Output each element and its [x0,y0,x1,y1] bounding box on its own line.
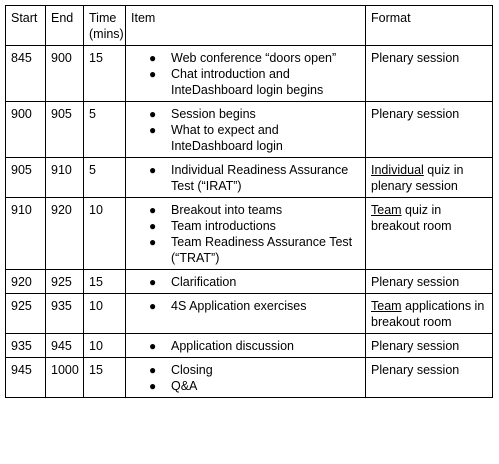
format-text: Plenary session [371,363,460,377]
item-text: Chat introduction and InteDashboard login begins [171,67,324,97]
item-cell [126,158,366,198]
start-cell: 935 [6,334,46,358]
format-cell [366,198,493,270]
end-cell: 900 [46,46,84,102]
time-cell: 15 [84,358,126,398]
end-cell: 905 [46,102,84,158]
bullet-icon: ● [149,275,157,289]
bullet-icon: ● [149,107,157,121]
item-cell [126,102,366,158]
item-list [131,274,360,290]
start-cell: 925 [6,294,46,334]
time-cell: 5 [84,102,126,158]
header-format: Format [366,6,493,46]
header-item: Item [126,6,366,46]
format-cell [366,294,493,334]
schedule-body [6,46,493,398]
bullet-icon: ● [149,203,157,217]
bullet-icon: ● [149,363,157,377]
item-text: Breakout into teams [171,203,283,217]
item-cell [126,198,366,270]
time-cell: 10 [84,198,126,270]
header-end: End [46,6,84,46]
format-cell [366,46,493,102]
list-item [131,66,360,98]
item-list [131,298,360,314]
bullet-icon: ● [149,163,157,177]
table-row [6,294,493,334]
bullet-icon: ● [149,123,157,137]
time-cell: 15 [84,270,126,294]
list-item [131,218,360,234]
list-item [131,234,360,266]
item-cell [126,46,366,102]
list-item [131,378,360,394]
item-text: Team introductions [171,219,276,233]
start-cell: 945 [6,358,46,398]
start-cell: 910 [6,198,46,270]
item-list [131,202,360,266]
item-list [131,50,360,98]
table-row [6,270,493,294]
list-item [131,338,360,354]
format-cell [366,270,493,294]
start-cell: 905 [6,158,46,198]
format-cell [366,334,493,358]
format-emphasis: Team [371,203,402,217]
bullet-icon: ● [149,339,157,353]
format-text: Plenary session [371,51,460,65]
table-row [6,334,493,358]
item-list [131,338,360,354]
bullet-icon: ● [149,67,157,81]
bullet-icon: ● [149,235,157,249]
format-text: Plenary session [371,339,460,353]
bullet-icon: ● [149,219,157,233]
list-item [131,298,360,314]
item-cell [126,270,366,294]
item-cell [126,334,366,358]
item-text: Q&A [171,379,198,393]
item-list [131,162,360,194]
list-item [131,202,360,218]
item-text: Closing [171,363,213,377]
item-cell [126,294,366,334]
item-list [131,362,360,394]
table-row [6,158,493,198]
table-row [6,102,493,158]
end-cell: 925 [46,270,84,294]
bullet-icon: ● [149,51,157,65]
item-text: Clarification [171,275,237,289]
end-cell: 920 [46,198,84,270]
item-text: Individual Readiness Assurance Test (“IRAT”) [171,163,349,193]
time-cell: 10 [84,294,126,334]
format-text: Plenary session [371,275,460,289]
item-text: Session begins [171,107,256,121]
item-text: Team Readiness Assurance Test (“TRAT”) [171,235,353,265]
time-cell: 10 [84,334,126,358]
list-item [131,274,360,290]
schedule-wrapper [5,5,493,398]
list-item [131,50,360,66]
item-text: 4S Application exercises [171,299,307,313]
header-time: Time (mins) [84,6,126,46]
list-item [131,122,360,154]
end-cell: 935 [46,294,84,334]
list-item [131,162,360,194]
format-cell [366,158,493,198]
item-cell [126,358,366,398]
time-cell: 15 [84,46,126,102]
item-list [131,106,360,154]
end-cell: 945 [46,334,84,358]
time-cell: 5 [84,158,126,198]
bullet-icon: ● [149,379,157,393]
table-row [6,358,493,398]
format-emphasis: Team [371,299,402,313]
schedule-table [5,5,493,398]
header-row [6,6,493,46]
bullet-icon: ● [149,299,157,313]
list-item [131,362,360,378]
start-cell: 920 [6,270,46,294]
list-item [131,106,360,122]
header-start: Start [6,6,46,46]
table-row [6,198,493,270]
format-text: quiz in breakout room [371,203,452,233]
format-text: quiz in plenary session [371,163,464,193]
end-cell: 1000 [46,358,84,398]
item-text: Application discussion [171,339,294,353]
format-cell [366,102,493,158]
item-text: Web conference “doors open” [171,51,337,65]
format-text: applications in breakout room [371,299,485,329]
start-cell: 900 [6,102,46,158]
table-row [6,46,493,102]
format-text: Plenary session [371,107,460,121]
end-cell: 910 [46,158,84,198]
format-cell [366,358,493,398]
format-emphasis: Individual [371,163,424,177]
start-cell: 845 [6,46,46,102]
item-text: What to expect and InteDashboard login [171,123,283,153]
